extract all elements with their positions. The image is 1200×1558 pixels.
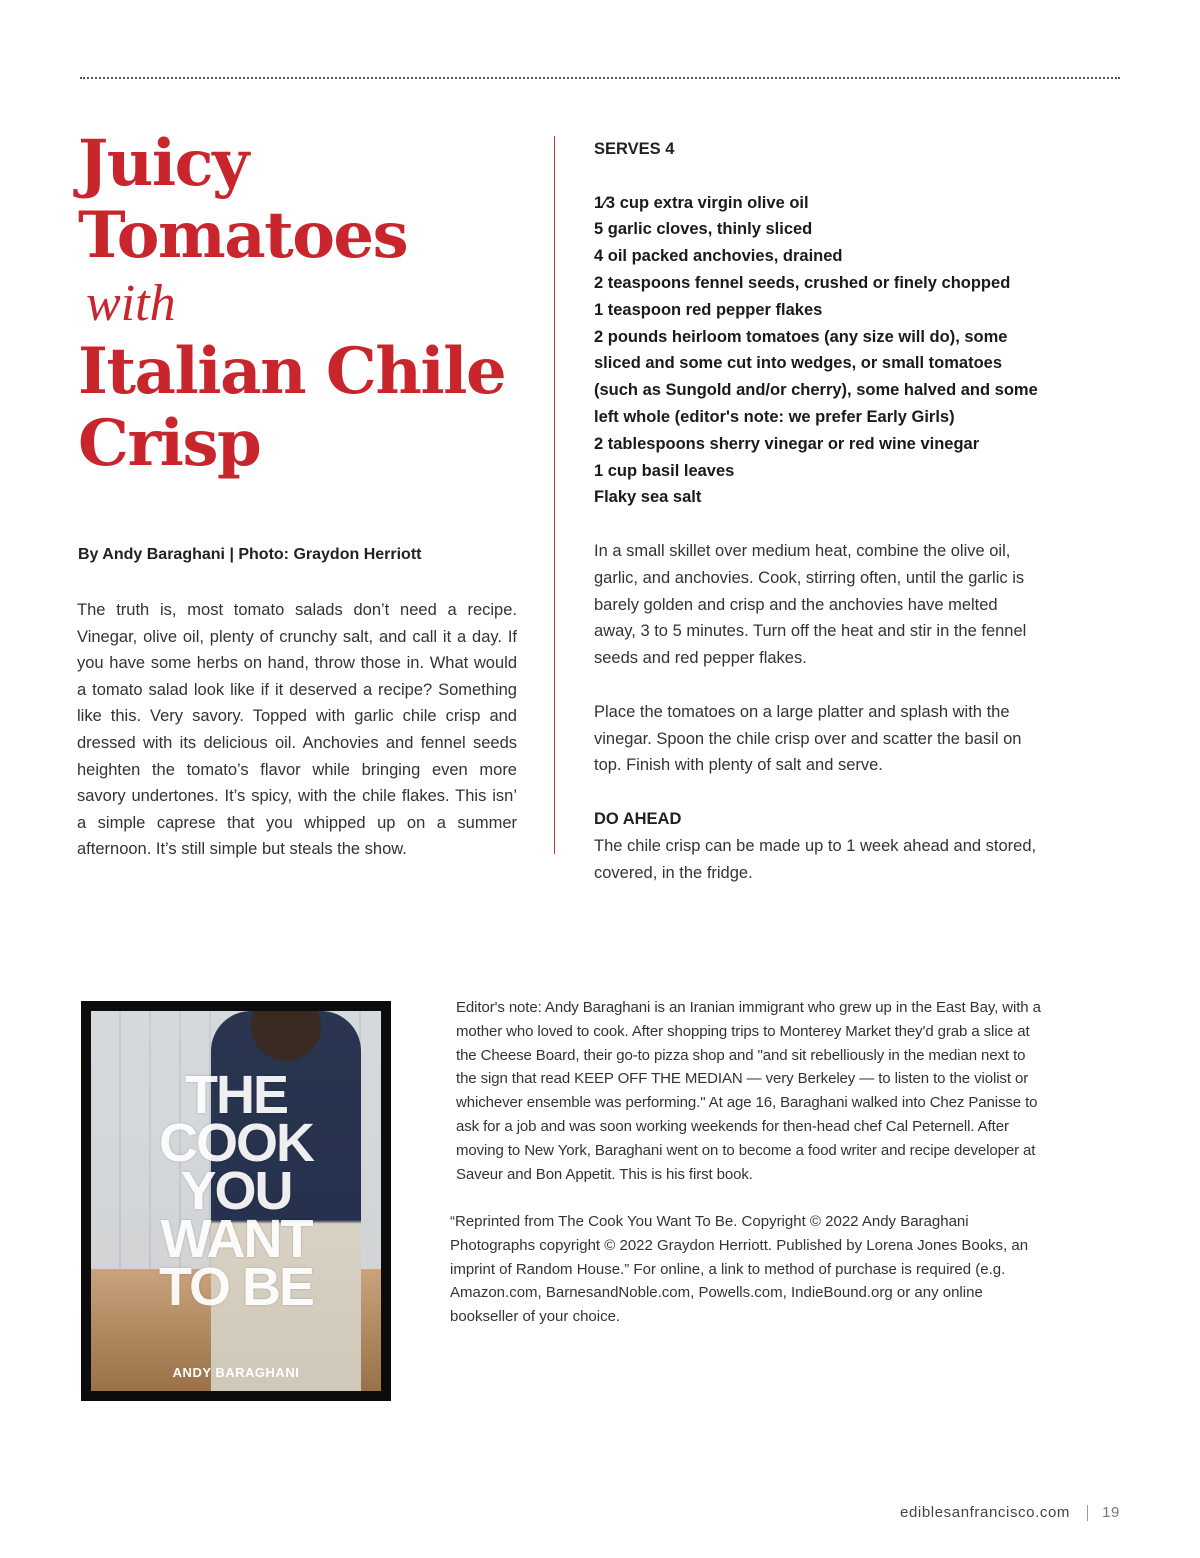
editors-note: Editor's note: Andy Baraghani is an Iranian immigrant who grew up in the East Bay, with a mother who loved to cook. After shopping trips to Monterey Market they'd grab a slice at the Cheese Board, their go-to pizza shop and "and sit rebelliously in the median next to the sign that read KEEP OFF THE MEDIAN — very Berkeley — to listen to the violist or whichever ensemble was performing." At age 16, Baraghani walked into Chez Panisse to ask for a job and was soon working weekends for then-head chef Cal Peternell. After moving to New York, Baraghani went on to become a food writer and recipe developer at Saveur and Bon Appetit. This is his first book. [456, 999, 1041, 1183]
ingredient-item: 2 tablespoons sherry vinegar or red wine vinegar [594, 434, 980, 453]
recipe-column [594, 136, 1040, 886]
ingredient-item: 2 pounds heirloom tomatoes (any size will do), some sliced and some cut into wedges, or small tomatoes (such as Sungold and/or cherry), some halved and some left whole (editor's note: we prefer Early Girls) [594, 327, 1038, 426]
book-title-line: YOU [180, 1161, 292, 1221]
method-step-1: In a small skillet over medium heat, combine the olive oil, garlic, and anchovies. Cook, stirring often, until the garlic is barely golden and crisp and the anchovies have melted away, 3 to 5 minutes. Turn off the heat and stir in the fennel seeds and red pepper flakes. [594, 541, 1027, 668]
do-ahead-text: The chile crisp can be made up to 1 week ahead and stored, covered, in the fridge. [594, 836, 1037, 882]
book-cover-author: ANDY BARAGHANI [172, 1365, 300, 1380]
reprint-credit: “Reprinted from The Cook You Want To Be. Copyright © 2022 Andy Baraghani Photographs copyright © 2022 Graydon Herriott. Published by Lorena Jones Books, an imprint of Random House.” For online, a link to method of purchase is required (e.g. Amazon.com, BarnesandNoble.com, Powells.com, IndieBound.org or any online bookseller of your choice. [450, 1213, 1029, 1326]
book-title-line: WANT [160, 1209, 312, 1269]
column-divider [554, 136, 555, 854]
book-title-line: TO BE [158, 1257, 314, 1317]
ingredient-item: Flaky sea salt [594, 488, 702, 507]
title-line-2: Tomatoes [78, 198, 408, 273]
footer-site-link[interactable]: ediblesanfrancisco.com [900, 1504, 1070, 1521]
title-line-1: Juicy [78, 126, 248, 201]
title-line-4: Crisp [78, 406, 261, 481]
article-title [78, 128, 538, 480]
title-with: with [86, 275, 176, 332]
book-title-line: COOK [159, 1113, 313, 1173]
book-title-line: THE [185, 1065, 287, 1125]
ingredient-item: 1⁄3 cup extra virgin olive oil [594, 193, 809, 212]
ingredient-item: 1 cup basil leaves [594, 461, 735, 480]
book-cover-image [81, 1001, 391, 1401]
top-dotted-rule [80, 77, 1120, 79]
do-ahead-heading: DO AHEAD [594, 809, 682, 828]
byline: By Andy Baraghani | Photo: Graydon Herriott [78, 546, 422, 563]
ingredient-item: 4 oil packed anchovies, drained [594, 247, 843, 266]
ingredient-list [594, 190, 1040, 512]
footer-separator [1087, 1505, 1088, 1521]
ingredient-item: 5 garlic cloves, thinly sliced [594, 220, 813, 239]
page-number: 19 [1102, 1504, 1120, 1521]
intro-paragraph: The truth is, most tomato salads don’t need a recipe. Vinegar, olive oil, plenty of crunchy salt, and call it a day. If you have some herbs on hand, throw those in. What would a tomato salad look like if it deserved a recipe? Something like this. Very savory. Topped with garlic chile crisp and dressed with its delicious oil. Anchovies and fennel seeds heighten the tomato’s flavor while bringing even more savory undertones. It’s spicy, with the chile flakes. This isn’ a simple caprese that you whipped up on a summer afternoon. It’s still simple but steals the show. [77, 601, 517, 859]
method-step-2: Place the tomatoes on a large platter and splash with the vinegar. Spoon the chile crisp over and scatter the basil on top. Finish with plenty of salt and serve. [594, 702, 1022, 775]
ingredient-item: 1 teaspoon red pepper flakes [594, 300, 823, 319]
page-footer [870, 1504, 1130, 1528]
book-cover-photo [91, 1011, 381, 1391]
book-cover-title [91, 1065, 381, 1317]
title-line-3: Italian Chile [78, 334, 506, 409]
ingredient-item: 2 teaspoons fennel seeds, crushed or finely chopped [594, 273, 1011, 292]
serves-label: SERVES 4 [594, 140, 675, 158]
